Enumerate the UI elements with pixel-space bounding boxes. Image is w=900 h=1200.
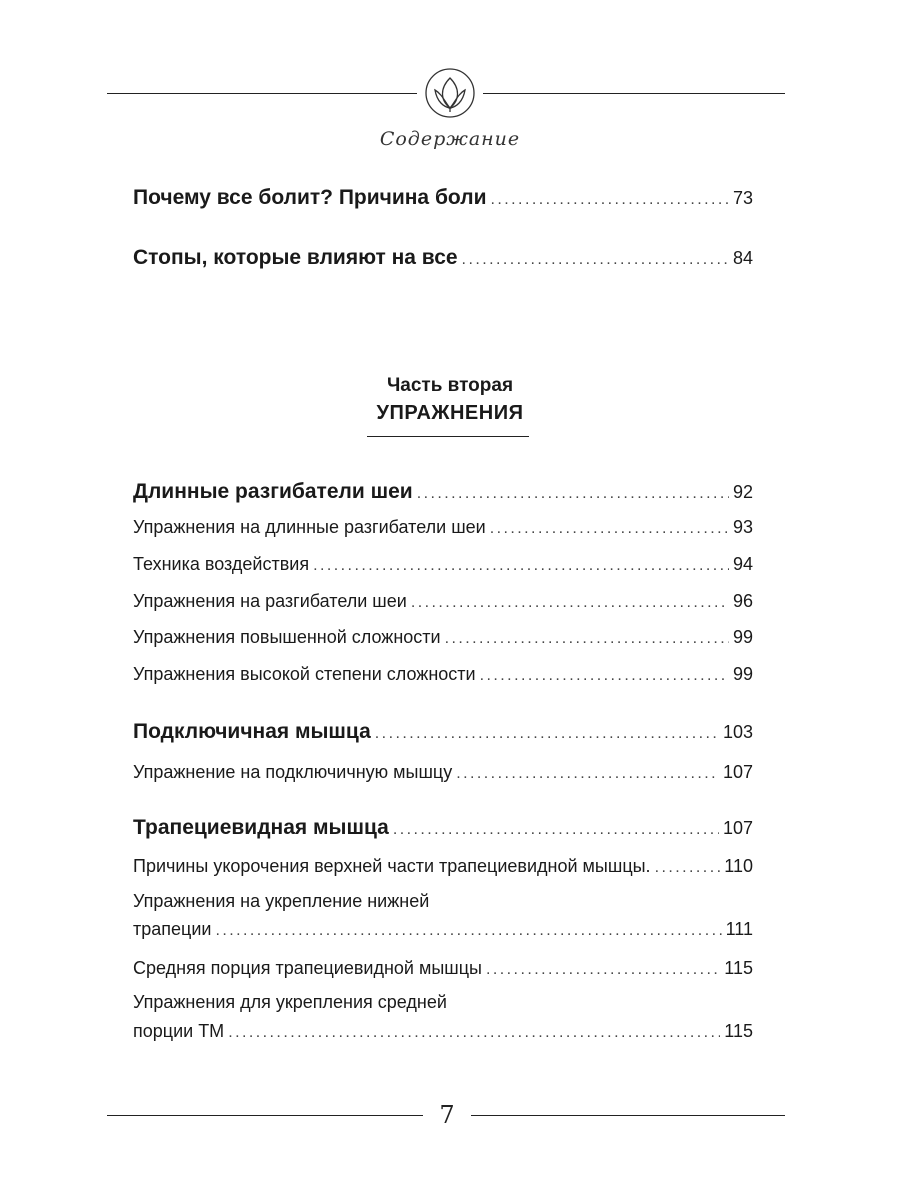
toc-entry[interactable] [133, 919, 753, 940]
toc-entry[interactable] [133, 664, 753, 685]
toc-entry-page: 73 [732, 188, 753, 208]
toc-entry-page: 111 [725, 919, 753, 939]
toc-entry-page: 92 [732, 482, 753, 502]
toc-entry[interactable] [133, 816, 753, 840]
toc-entry[interactable] [133, 554, 753, 575]
leader-dots [490, 517, 729, 538]
toc-entry-page: 115 [724, 1021, 753, 1041]
leader-dots [480, 664, 729, 685]
header-rule-right [483, 93, 785, 94]
footer-rule-left [107, 1115, 423, 1116]
toc-entry-title: Упражнения повышенной сложности [133, 627, 441, 647]
toc-entry[interactable] [133, 591, 753, 612]
leader-dots [655, 856, 721, 877]
running-head: Содержание [379, 128, 521, 150]
toc-entry-title: Техника воздействия [133, 554, 310, 574]
toc-entry[interactable] [133, 480, 753, 504]
toc-entry[interactable] [133, 720, 753, 744]
leader-dots [393, 816, 719, 840]
leader-dots [228, 1021, 720, 1042]
leader-dots [375, 720, 719, 744]
leader-dots [215, 919, 721, 940]
leader-dots [490, 186, 728, 210]
leader-dots [462, 246, 729, 270]
toc-entry-page: 93 [732, 517, 753, 537]
toc-entry-page: 96 [732, 591, 753, 611]
leader-dots [486, 958, 720, 979]
toc-entry[interactable] [133, 246, 753, 270]
toc-entry[interactable] [133, 627, 753, 648]
header-rule-left [107, 93, 417, 94]
toc-entry-page: 99 [732, 627, 753, 647]
toc-entry-title: Стопы, которые влияют на все [133, 246, 458, 269]
toc-entry[interactable] [133, 1021, 753, 1042]
toc-entry-page: 115 [724, 958, 753, 978]
leader-dots [411, 591, 729, 612]
toc-entry-title: Причины укорочения верхней части трапециевидной мышцы. [133, 856, 651, 876]
toc-entry-title: Почему все болит? Причина боли [133, 186, 487, 209]
toc-entry-page: 103 [722, 722, 753, 742]
leader-dots [313, 554, 729, 575]
leader-dots [445, 627, 729, 648]
toc-entry[interactable] [133, 958, 753, 979]
toc-entry-title: Упражнения на длинные разгибатели шеи [133, 517, 486, 537]
toc-entry-page: 107 [722, 818, 753, 838]
toc-entry[interactable] [133, 762, 753, 783]
toc-entry-page: 107 [722, 762, 753, 782]
toc-entry-page: 84 [732, 248, 753, 268]
toc-entry-title-line2: порции ТМ [133, 1021, 225, 1041]
part-title: УПРАЖНЕНИЯ [376, 402, 524, 424]
toc-entry-page: 94 [732, 554, 753, 574]
leader-dots [456, 762, 719, 783]
leader-dots [417, 480, 729, 504]
toc-entry-title: Средняя порция трапециевидной мышцы [133, 958, 482, 978]
toc-entry-title: Упражнения на разгибатели шеи [133, 591, 407, 611]
toc-entry-title: Подключичная мышца [133, 720, 371, 743]
toc-entry-page: 110 [724, 856, 753, 876]
toc-entry-title: Трапециевидная мышца [133, 816, 389, 839]
toc-entry-page: 99 [732, 664, 753, 684]
footer-rule-right [471, 1115, 785, 1116]
toc-entry[interactable] [133, 186, 753, 210]
lotus-icon [423, 66, 477, 120]
toc-entry[interactable] [133, 517, 753, 538]
toc-entry-title-line2: трапеции [133, 919, 212, 939]
part-label: Часть вторая [386, 375, 514, 396]
toc-entry-title: Упражнения высокой степени сложности [133, 664, 476, 684]
toc-entry[interactable] [133, 856, 753, 877]
page-number: 7 [439, 1101, 455, 1129]
part-title-underline [367, 436, 529, 437]
toc-entry-title: Длинные разгибатели шеи [133, 480, 413, 503]
toc-entry-title: Упражнение на подключичную мышцу [133, 762, 453, 782]
toc-entry-title-line1[interactable]: Упражнения на укрепление нижней [133, 891, 430, 911]
toc-entry-title-line1[interactable]: Упражнения для укрепления средней [133, 992, 447, 1012]
